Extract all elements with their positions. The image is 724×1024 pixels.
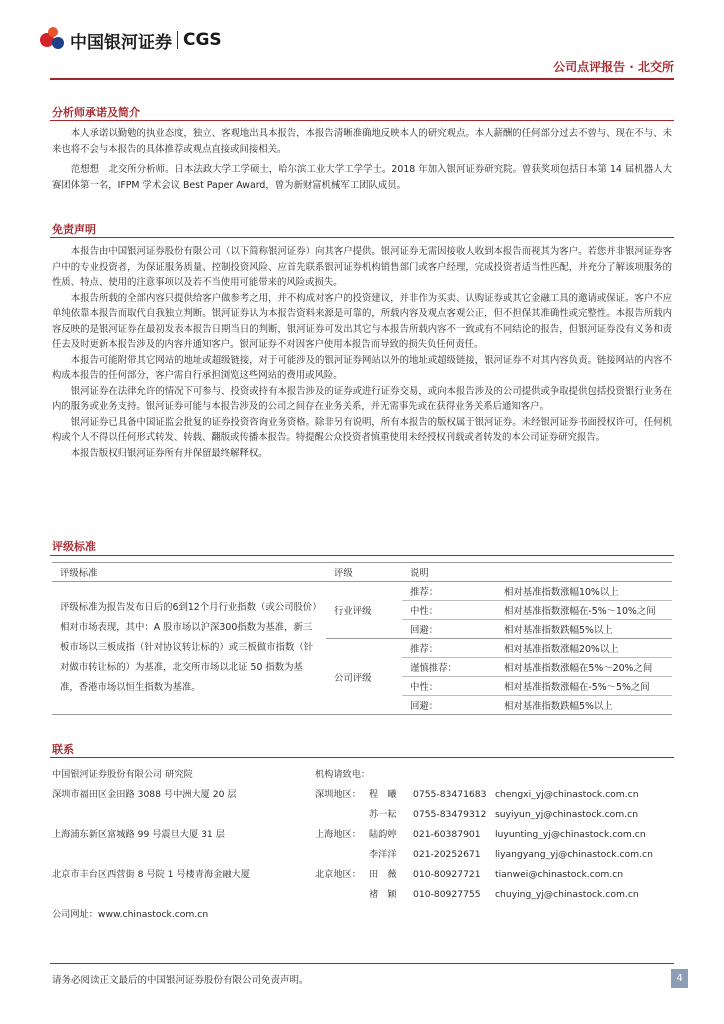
website-row <box>52 905 672 925</box>
rating-grade: 回避： <box>402 620 496 639</box>
rating-grade: 推荐： <box>410 587 439 598</box>
contact-row <box>52 865 672 885</box>
disclaimer-paragraph: 本报告版权归银河证券所有并保留最终解释权。 <box>70 447 268 459</box>
rating-table-header <box>52 563 672 582</box>
contact-block <box>52 765 672 925</box>
footer-notice: 请务必阅读正文最后的中国银河证券股份有限公司免责声明。 <box>52 975 309 986</box>
rating-grade: 推荐： <box>410 644 439 655</box>
disclaimer-paragraph: 银河证券已具备中国证监会批复的证券投资咨询业务资格。除非另有说明，所有本报告的版权属于银河证券。未经银河证券书面授权许可，任何机构或个人不得以任何形式转发、转载、翻版或传播本报告。特提醒公众投资者慎重使用未经授权刊载或者转发的本公司证券研究报告。 <box>52 416 672 443</box>
contact-phone: 010-80927721 <box>413 869 481 880</box>
analyst-commitment: 本人承诺以勤勉的执业态度，独立、客观地出具本报告，本报告清晰准确地反映本人的研究观点。本人薪酬的任何部分过去不曾与、现在不与、未来也将不会与本报告的具体推荐或观点直接或间接相关。 <box>52 128 672 155</box>
contact-phone: 0755-83479312 <box>413 809 487 820</box>
company-logo <box>40 26 222 54</box>
contact-phone: 010-80927755 <box>413 889 481 900</box>
rating-header-grade: 评级 <box>326 563 402 582</box>
header-rule <box>50 78 674 80</box>
report-type: 公司点评报告 · 北交所 <box>553 60 674 74</box>
rating-section-title: 评级标准 <box>52 540 96 553</box>
contact-name: 苏一耘 <box>369 809 397 820</box>
contact-email[interactable]: suyiyun_yj@chinastock.com.cn <box>495 809 639 820</box>
disclaimer-section-rule <box>50 237 674 238</box>
contact-phone: 0755-83471683 <box>413 789 487 800</box>
contact-row <box>52 885 672 905</box>
contact-name: 田 薇 <box>369 869 397 880</box>
contact-name: 李洋洋 <box>369 849 397 860</box>
logo-text-cn: 中国银河证券 <box>70 32 172 53</box>
logo-mark-icon <box>40 27 66 53</box>
contact-email[interactable]: tianwei@chinastock.com.cn <box>495 869 624 880</box>
analyst-text <box>52 126 672 193</box>
page-number: 4 <box>671 969 688 988</box>
disclaimer-paragraph: 本报告可能附带其它网站的地址或超级链接，对于可能涉及的银河证券网站以外的地址或超级链接，银河证券不对其内容负责。链接网站的内容不构成本报告的任何部分，客户需自行承担浏览这些网站的费用或风险。 <box>52 354 672 381</box>
contact-name: 陆韵婷 <box>369 829 397 840</box>
office-region: 北京地区： <box>315 869 361 880</box>
office-address: 北京市丰台区西营街 8 号院 1 号楼青海金融大厦 <box>52 869 250 880</box>
disclaimer-paragraph: 银河证券在法律允许的情况下可参与、投资或持有本报告涉及的证券或进行证券交易，或向本报告涉及的公司提供或争取提供包括投资银行业务在内的服务或业务支持。银河证券可能与本报告涉及的公司之间存在业务关系，并无需事先或在获得业务关系后通知客户。 <box>52 385 672 412</box>
rating-grade: 回避： <box>402 696 496 715</box>
contact-row <box>52 785 672 805</box>
rating-header-desc: 说明 <box>402 563 496 582</box>
table-row <box>52 582 672 601</box>
rating-description: 相对基准指数涨幅在-5%～5%之间 <box>496 677 672 696</box>
office-address: 深圳市福田区金田路 3088 号中洲大厦 20 层 <box>52 789 237 800</box>
contact-row <box>52 845 672 865</box>
disclaimer-section-title: 免责声明 <box>52 223 96 236</box>
company-website[interactable]: 公司网址：www.chinastock.com.cn <box>52 909 209 920</box>
rating-description: 相对基准指数涨幅10%以上 <box>504 587 619 598</box>
rating-description: 相对基准指数跌幅5%以上 <box>496 620 672 639</box>
office-address: 上海浦东新区富城路 99 号震旦大厦 31 层 <box>52 829 225 840</box>
rating-description: 相对基准指数涨幅20%以上 <box>504 644 619 655</box>
contact-email[interactable]: luyunting_yj@chinastock.com.cn <box>495 829 646 840</box>
logo-text-en: CGS <box>183 30 222 50</box>
contact-row <box>52 825 672 845</box>
contact-section-rule <box>50 757 674 758</box>
contact-phone: 021-20252671 <box>413 849 481 860</box>
office-region: 上海地区： <box>315 829 361 840</box>
analyst-section-rule <box>50 120 674 121</box>
analyst-section-title: 分析师承诺及简介 <box>52 106 140 119</box>
analyst-bio: 范想想 北交所分析师。日本法政大学工学硕士，哈尔滨工业大学工学学士。2018 年加入银河证券研究院。曾获奖项包括日本第 14 届机器人大赛团体第一名，IFPM 学术会议 Best Paper Award，曾为新财富机械军工团队成员。 <box>52 164 672 191</box>
company-name: 中国银河证券股份有限公司 研究院 <box>52 769 193 780</box>
rating-grade: 谨慎推荐： <box>402 658 496 677</box>
rating-criteria: 评级标准为报告发布日后的6到12个月行业指数（或公司股价）相对市场表现，其中：A 股市场以沪深300指数为基准，新三板市场以三板成指（针对协议转让标的）或三板做市指数（针对做市转让标的）为基准，北交所市场以北证 50 指数为基准，香港市场以恒生指数为基准。 <box>52 582 326 715</box>
rating-description: 相对基准指数跌幅5%以上 <box>496 696 672 715</box>
institution-header: 机构请致电： <box>315 769 371 780</box>
rating-description: 相对基准指数涨幅在-5%～10%之间 <box>496 601 672 620</box>
contact-phone: 021-60387901 <box>413 829 481 840</box>
company-rating-label: 公司评级 <box>326 639 402 715</box>
contact-name: 程 曦 <box>369 789 397 800</box>
contact-email[interactable]: chengxi_yj@chinastock.com.cn <box>495 789 639 800</box>
contact-row <box>52 805 672 825</box>
disclaimer-paragraph: 本报告由中国银河证券股份有限公司（以下简称银河证券）向其客户提供。银河证券无需因接收人收到本报告而视其为客户。若您并非银河证券客户中的专业投资者，为保证服务质量、控制投资风险、应首先联系银河证券机构销售部门或客户经理，完成投资者适当性匹配，并充分了解该项服务的性质、特点、使用的注意事项以及若不当使用可能带来的风险或损失。 <box>52 246 672 288</box>
disclaimer-text <box>52 244 672 461</box>
rating-grade: 中性： <box>402 601 496 620</box>
disclaimer-paragraph: 本报告所载的全部内容只提供给客户做参考之用，并不构成对客户的投资建议，并非作为买卖、认购证券或其它金融工具的邀请或保证。客户不应单纯依靠本报告而取代自我独立判断。银河证券认为本报告资料来源是可靠的，所载内容及观点客观公正，但不担保其准确性或完整性。本报告所载内容反映的是银河证券在最初发表本报告日期当日的判断，银河证券可发出其它与本报告所载内容不一致或有不同结论的报告，但银河证券没有义务和责任去及时更新本报告涉及的内容并通知客户。银河证券不对因客户使用本报告而导致的损失负任何责任。 <box>52 292 672 350</box>
contact-name: 褚 颖 <box>369 889 397 900</box>
contact-section-title: 联系 <box>52 743 74 756</box>
rating-table <box>52 562 672 715</box>
industry-rating-label: 行业评级 <box>326 582 402 639</box>
rating-grade: 中性： <box>402 677 496 696</box>
contact-email[interactable]: liyangyang_yj@chinastock.com.cn <box>495 849 653 860</box>
logo-divider <box>177 31 178 49</box>
rating-description: 相对基准指数涨幅在5%～20%之间 <box>496 658 672 677</box>
footer-rule <box>50 963 674 964</box>
office-region: 深圳地区： <box>315 789 361 800</box>
rating-section-rule <box>50 555 674 556</box>
contact-header-row <box>52 765 672 785</box>
contact-email[interactable]: chuying_yj@chinastock.com.cn <box>495 889 639 900</box>
rating-header-standard: 评级标准 <box>52 563 326 582</box>
